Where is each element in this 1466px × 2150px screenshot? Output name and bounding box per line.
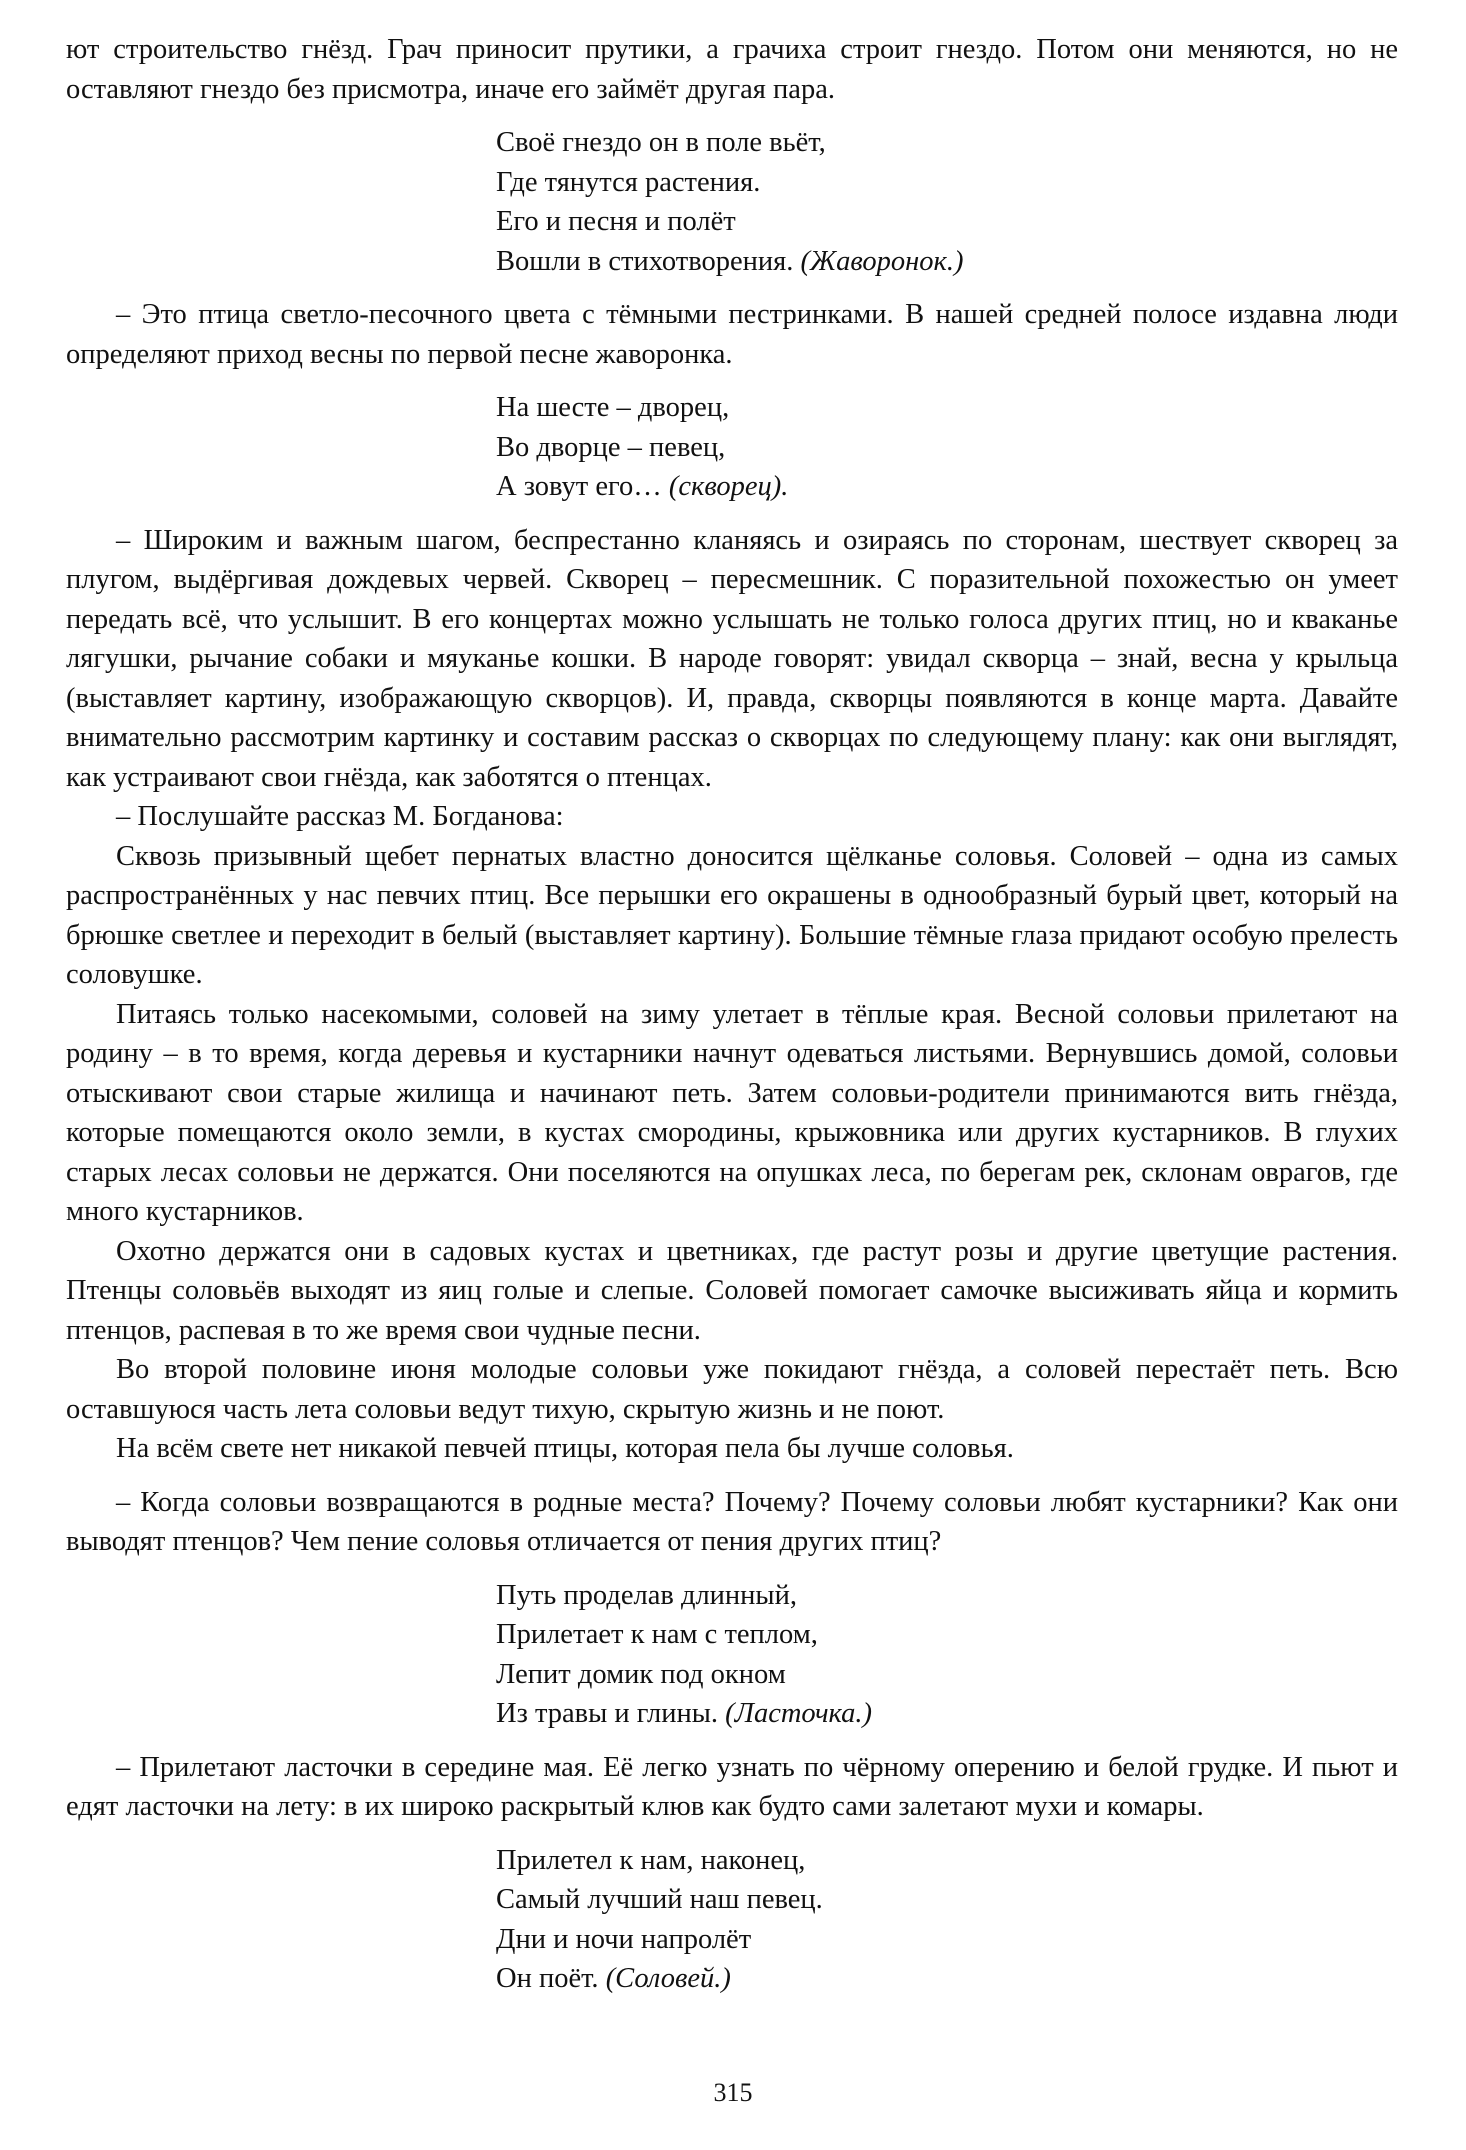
poem-last-line (496, 242, 1398, 282)
riddle-answer: (Ласточка.) (725, 1698, 873, 1729)
paragraph: – Широким и важным шагом, беспрестанно кланяясь и озираясь по сторонам, шествует скворец за плугом, выдёргивая дождевых червей. Скворец – пересмешник. С поразительной похожестью он умеет передать всё, что услышит. В его концертах можно услышать не только голоса других птиц, но и кваканье лягушки, рычание собаки и мяуканье кошки. В народе говорят: увидал скворца – знай, весна у крыльца (выставляет картину, изображающую скворцов). И, правда, скворцы появляются в конце марта. Давайте внимательно рассмотрим картинку и составим рассказ о скворцах по следующему плану: как они выглядят, как устраивают свои гнёзда, как заботятся о птенцах. (66, 524, 1398, 793)
poem-line-text: Вошли в стихотворения. (496, 245, 801, 277)
poem-line: Дни и ночи напролёт (496, 1923, 752, 1955)
poem-line: Прилетает к нам с теплом, (496, 1619, 818, 1650)
riddle-poem (496, 123, 1398, 281)
paragraph: Сквозь призывный щебет пернатых властно доносится щёлканье соловья. Соловей – одна из самых распространённых у нас певчих птиц. Все перышки его окрашены в однообразный бурый цвет, который на брюшке светлее и переходит в белый (выставляет картину). Большие тёмные глаза придают особую прелесть соловушке. (66, 840, 1398, 990)
poem-last-line (496, 467, 1398, 507)
page-number: 315 (713, 2077, 753, 2107)
poem-line: Путь проделав длинный, (496, 1579, 797, 1611)
poem-line: Самый лучший наш певец. (496, 1884, 823, 1915)
riddle-answer: (Жаворонок.) (800, 245, 964, 277)
paragraph: – Когда соловьи возвращаются в родные места? Почему? Почему соловьи любят кустарники? Как они выводят птенцов? Чем пение соловья отличается от пения других птиц? (66, 1486, 1398, 1557)
poem-last-line (496, 1959, 1398, 1999)
paragraph: – Это птица светло-песочного цвета с тёмными пестринками. В нашей средней полосе издавна люди определяют приход весны по первой песне жаворонка. (66, 299, 1398, 370)
poem-line: Лепит домик под окном (496, 1658, 786, 1690)
paragraph: На всём свете нет никакой певчей птицы, которая пела бы лучше соловья. (116, 1433, 1014, 1464)
poem-line: Прилетел к нам, наконец, (496, 1844, 806, 1876)
riddle-poem (496, 1841, 1398, 1999)
page-body (66, 30, 1398, 1999)
paragraph: Охотно держатся они в садовых кустах и цветниках, где растут розы и другие цветущие растения. Птенцы соловьёв выходят из яиц голые и слепые. Соловей помогает самочке высиживать яйца и кормить птенцов, распевая в то же время свои чудные песни. (66, 1235, 1398, 1346)
riddle-poem (496, 1576, 1398, 1734)
poem-line: Его и песня и полёт (496, 206, 736, 237)
riddle-answer: (скворец). (668, 471, 789, 502)
poem-last-line (496, 1694, 1398, 1734)
riddle-answer: (Соловей.) (605, 1963, 731, 1994)
paragraph: ют строительство гнёзд. Грач приносит прутики, а грачиха строит гнездо. Потом они меняются, но не оставляют гнездо без присмотра, иначе его займёт другая пара. (66, 34, 1398, 105)
poem-line: Во дворце – певец, (496, 431, 726, 463)
riddle-poem (496, 388, 1398, 507)
paragraph: Во второй половине июня молодые соловьи уже покидают гнёзда, а соловей перестаёт петь. Всю оставшуюся часть лета соловьи ведут тихую, скрытую жизнь и не поют. (66, 1354, 1398, 1425)
paragraph: – Прилетают ласточки в середине мая. Её легко узнать по чёрному оперению и белой грудке. И пьют и едят ласточки на лету: в их широко раскрытый клюв как будто сами залетают мухи и комары. (66, 1751, 1398, 1822)
paragraph: Питаясь только насекомыми, соловей на зиму улетает в тёплые края. Весной соловьи прилетают на родину – в то время, когда деревья и кустарники начнут одеваться листьями. Вернувшись домой, соловьи отыскивают свои старые жилища и начинают петь. Затем соловьи-родители принимаются вить гнёзда, которые помещаются около земли, в кустах смородины, крыжовника или других кустарников. В глухих старых лесах соловьи не держатся. Они поселяются на опушках леса, по берегам рек, склонам оврагов, где много кустарников. (66, 998, 1398, 1227)
poem-line-text: Из травы и глины. (496, 1698, 726, 1729)
poem-line: Где тянутся растения. (496, 166, 761, 198)
paragraph: – Послушайте рассказ М. Богданова: (116, 801, 564, 832)
poem-line: Своё гнездо он в поле вьёт, (496, 127, 826, 158)
poem-line-text: Он поёт. (496, 1963, 606, 1994)
poem-line-text: А зовут его… (496, 471, 669, 502)
poem-line: На шесте – дворец, (496, 392, 730, 423)
